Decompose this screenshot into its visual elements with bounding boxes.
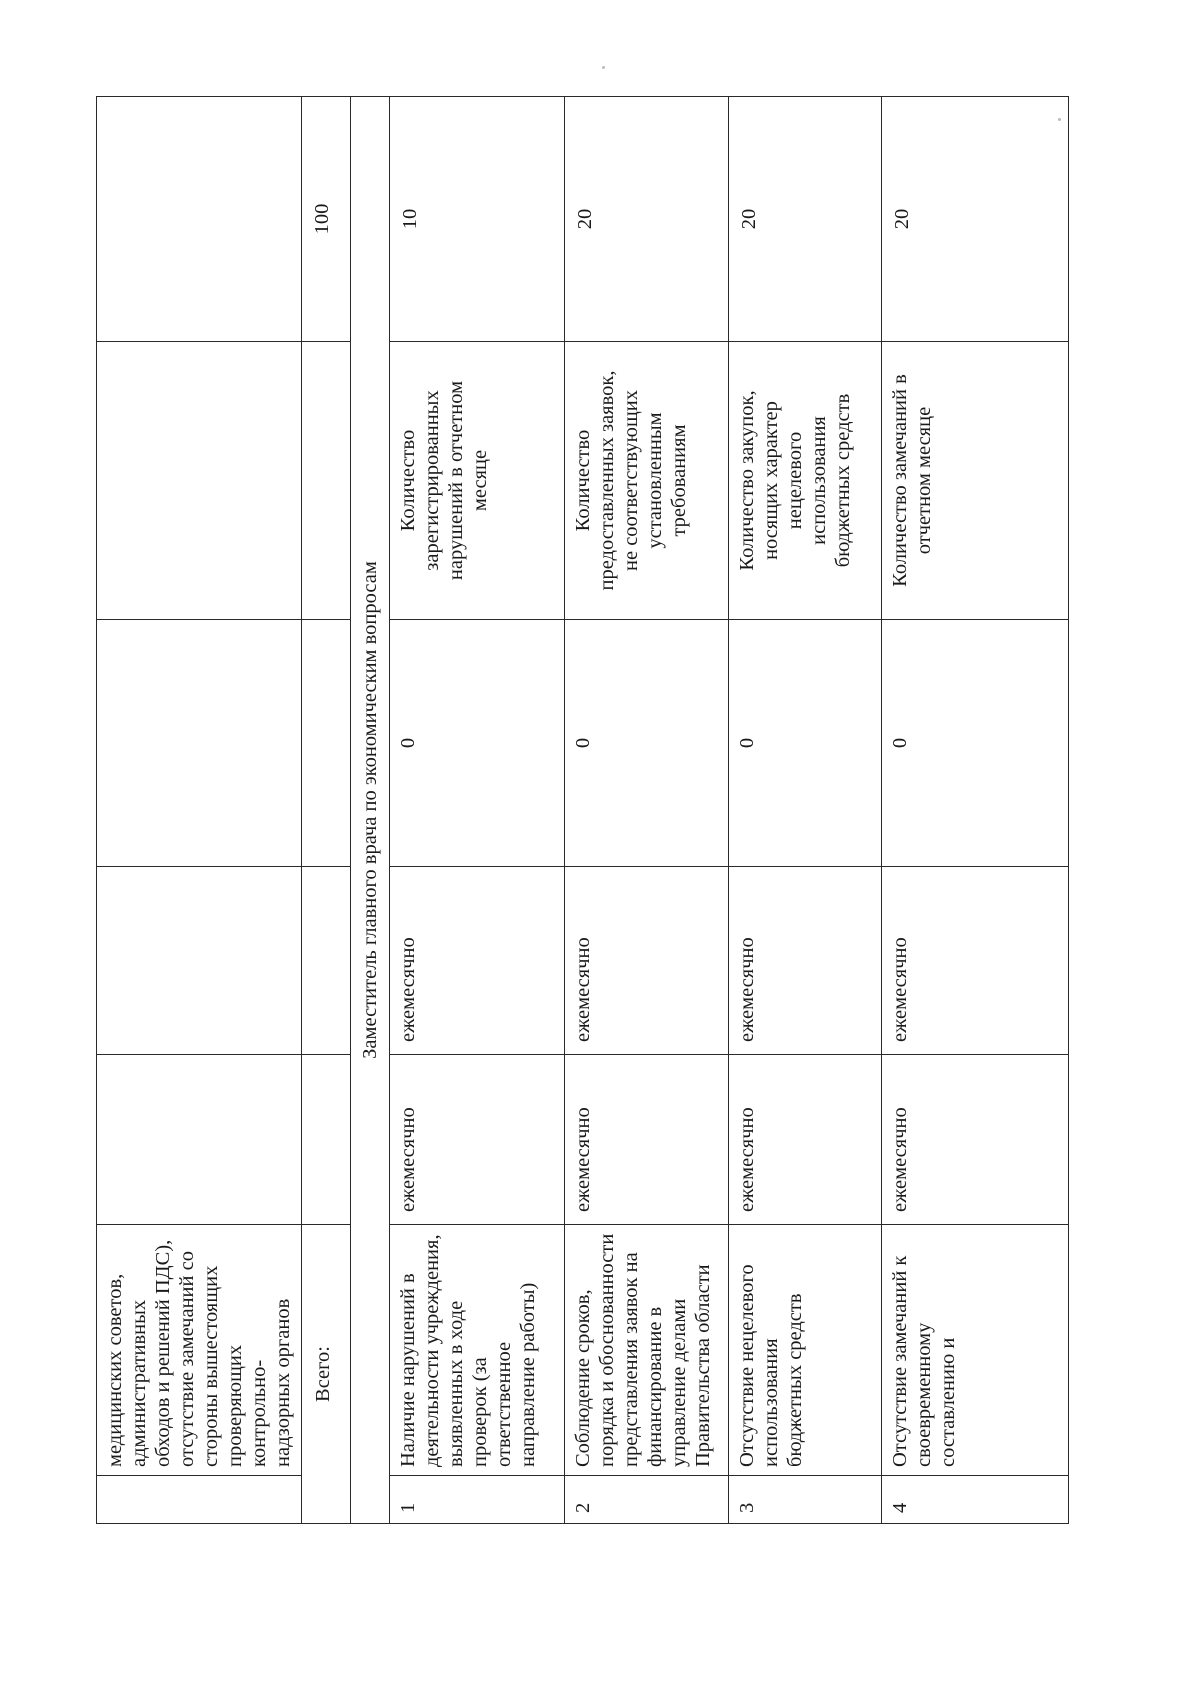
criterion-cell: Наличие нарушений в деятельности учреждения, выявленных в ходе проверок (за ответственное направление работы) <box>390 1225 565 1476</box>
empty-cell <box>97 97 302 342</box>
criterion-cell: медицинских советов, административных обходов и решений ПДС), отсутствие замечаний со стороны вышестоящих проверяющих контрольно- надзорных органов <box>97 1225 302 1476</box>
target-cell: 0 <box>565 620 729 867</box>
weight-cell: 10 <box>390 97 565 342</box>
row-number-cell: 2 <box>565 1476 729 1524</box>
empty-cell <box>302 1055 351 1225</box>
row-number-cell: 3 <box>729 1476 882 1524</box>
weight-cell: 20 <box>565 97 729 342</box>
indicator-cell: Количество закупок, носящих характер нецелевого использования бюджетных средств <box>729 342 882 620</box>
kpi-table <box>96 96 1069 1524</box>
criterion-cell: Отсутствие замечаний к своевременному составлению и <box>882 1225 1069 1476</box>
table-row-continuation <box>97 97 302 1524</box>
empty-cell <box>97 1055 302 1225</box>
rotated-table-container <box>96 97 1061 1524</box>
empty-cell <box>302 342 351 620</box>
reporting-cell: ежемесячно <box>390 867 565 1055</box>
table-row <box>390 97 565 1524</box>
total-label-cell: Всего: <box>302 1225 351 1524</box>
empty-cell <box>97 620 302 867</box>
period-cell: ежемесячно <box>729 1055 882 1225</box>
empty-cell <box>97 342 302 620</box>
row-number-cell <box>97 1476 302 1524</box>
indicator-cell: Количество замечаний в отчетном месяце <box>882 342 1069 620</box>
row-number-cell: 4 <box>882 1476 1069 1524</box>
section-title: Заместитель главного врача по экономическим вопросам <box>351 97 390 1524</box>
empty-cell <box>302 867 351 1055</box>
weight-cell: 20 <box>882 97 1069 342</box>
indicator-cell: Количество предоставленных заявок, не соответствующих установленным требованиям <box>565 342 729 620</box>
table-row <box>729 97 882 1524</box>
target-cell: 0 <box>729 620 882 867</box>
empty-cell <box>302 620 351 867</box>
scan-speck <box>602 66 605 69</box>
reporting-cell: ежемесячно <box>565 867 729 1055</box>
row-number-cell: 1 <box>390 1476 565 1524</box>
empty-cell <box>97 867 302 1055</box>
period-cell: ежемесячно <box>565 1055 729 1225</box>
target-cell: 0 <box>390 620 565 867</box>
indicator-cell: Количество зарегистрированных нарушений в отчетном месяце <box>390 342 565 620</box>
period-cell: ежемесячно <box>390 1055 565 1225</box>
section-header-row <box>351 97 390 1524</box>
table-row <box>882 97 1069 1524</box>
period-cell: ежемесячно <box>882 1055 1069 1225</box>
criterion-cell: Отсутствие нецелевого использования бюджетных средств <box>729 1225 882 1476</box>
criterion-cell: Соблюдение сроков, порядка и обоснованности представления заявок на финансирование в управление делами Правительства области <box>565 1225 729 1476</box>
reporting-cell: ежемесячно <box>729 867 882 1055</box>
weight-cell: 20 <box>729 97 882 342</box>
reporting-cell: ежемесячно <box>882 867 1069 1055</box>
total-value-cell: 100 <box>302 97 351 342</box>
target-cell: 0 <box>882 620 1069 867</box>
table-row-total <box>302 97 351 1524</box>
table-row <box>565 97 729 1524</box>
